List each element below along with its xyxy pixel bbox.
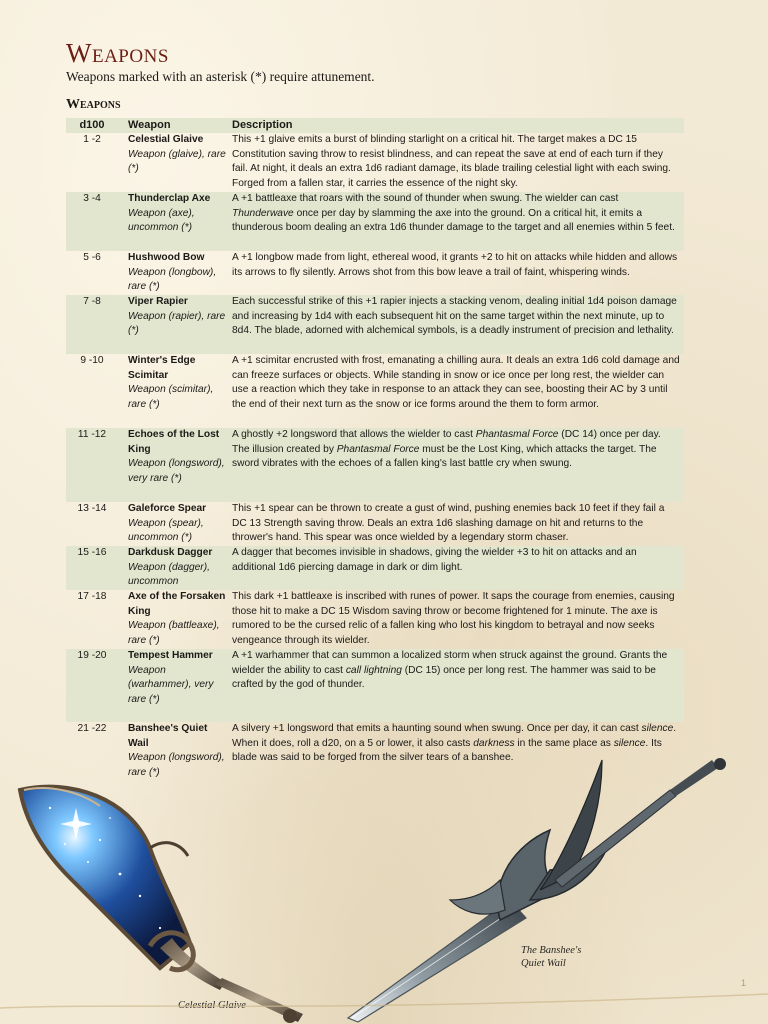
- weapon-name: Banshee's Quiet Wail: [128, 723, 208, 749]
- weapon-cell: [123, 295, 227, 354]
- table-row: [66, 590, 684, 649]
- description-cell: A +1 battleaxe that roars with the sound of thunder when swung. The wielder can cast Thunderwave once per day by slamming the axe into the ground. On a critical hit, it emits a thunderous boom dealing an extra 1d6 thunder damage to the target and all enemies within 5 feet.: [232, 193, 675, 234]
- header-roll: d100: [79, 119, 105, 131]
- weapon-name: Tempest Hammer: [128, 650, 213, 661]
- banshee-sword-illustration: [340, 750, 730, 1024]
- page-number: 1: [740, 978, 746, 988]
- weapon-cell: [123, 192, 227, 251]
- table-row: [66, 251, 684, 295]
- description-cell: A silvery +1 longsword that emits a haunting sound when swung. Once per day, it can cast silence. When it does, roll a d20, on a 5 or lower, it also casts darkness in the same place as silence. Its blade was said to be forged from the silver tears of a banshee.: [232, 723, 677, 764]
- roll-cell: 1 -2: [83, 134, 101, 145]
- weapon-type: Weapon (longsword), rare (*): [128, 752, 225, 778]
- table-body: [66, 133, 684, 782]
- weapon-type: Weapon (longsword), very rare (*): [128, 458, 225, 484]
- weapon-type: Weapon (battleaxe), rare (*): [128, 620, 220, 646]
- weapon-type: Weapon (rapier), rare (*): [128, 310, 226, 337]
- weapon-cell: [123, 722, 227, 782]
- weapon-cell: [123, 251, 227, 295]
- weapon-name: Thunderclap Axe: [128, 193, 211, 204]
- table-row: [66, 649, 684, 722]
- weapon-name: Celestial Glaive: [128, 134, 204, 145]
- roll-cell: 7 -8: [83, 296, 101, 307]
- weapons-table: [66, 118, 684, 782]
- weapon-cell: [123, 133, 227, 192]
- weapon-type: Weapon (spear), uncommon (*): [128, 517, 204, 544]
- roll-cell: 9 -10: [80, 355, 104, 366]
- weapon-name: Winter's Edge Scimitar: [128, 355, 196, 381]
- weapon-name: Axe of the Forsaken King: [128, 591, 226, 617]
- table-row: [66, 428, 684, 502]
- page-subtitle: Weapons marked with an asterisk (*) require attunement.: [66, 69, 375, 84]
- table-row: [66, 502, 684, 546]
- weapon-type: Weapon (axe), uncommon (*): [128, 207, 195, 234]
- roll-cell: 3 -4: [83, 193, 101, 204]
- weapon-name: Viper Rapier: [128, 296, 188, 307]
- description-cell: A +1 scimitar encrusted with frost, emanating a chilling aura. It deals an extra 1d6 cold damage and can freeze surfaces or objects. While standing in snow or ice once per long rest, the wielder can use a reaction which they take in response to an attack they can see, boosting their AC by 3 until the end of their next turn as the snow or ice forms around the them to form armor.: [232, 355, 680, 410]
- footer-ornament: [0, 984, 768, 1024]
- description-cell: This dark +1 battleaxe is inscribed with runes of power. It saps the courage from enemies, causing those hit to make a DC 15 Wisdom saving throw or become frightened for 1 minute. The axe is rumored to be the cursed relic of a fallen king who lost his kingdom to betrayal and now seeks vengeance through its wielder.: [232, 591, 675, 646]
- weapon-type: Weapon (scimitar), rare (*): [128, 384, 214, 410]
- page-title: Weapons: [66, 38, 169, 68]
- table-row: [66, 354, 684, 428]
- description-cell: A ghostly +2 longsword that allows the wielder to cast Phantasmal Force (DC 14) once per day. The illusion created by Phantasmal Force must be the Lost King, which attacks the target. The sword vibrates with the echoes of a fallen king's last battle cry when swung.: [232, 429, 661, 470]
- roll-cell: 11 -12: [77, 429, 107, 440]
- description-cell: A +1 longbow made from light, ethereal wood, it grants +2 to hit on attacks while hidden and allows its arrows to fly silently. Arrows shot from this bow leave a trail of faint, whispering winds.: [232, 252, 678, 278]
- sword-caption-line1: The Banshee's: [521, 945, 582, 956]
- description-cell: This +1 spear can be thrown to create a gust of wind, pushing enemies back 10 feet if they fail a DC 13 Strength saving throw. Deals an extra 1d6 slashing damage on hit and returns to the thrower's hand. This spear was once wielded by a legendary storm chaser.: [232, 503, 665, 544]
- table-header: [66, 118, 684, 133]
- roll-cell: 5 -6: [83, 252, 101, 263]
- description-cell: A dagger that becomes invisible in shadows, giving the wielder +3 to hit on attacks and an additional 1d6 piercing damage in dark or dim light.: [232, 547, 637, 573]
- weapon-cell: [123, 354, 227, 428]
- weapon-name: Hushwood Bow: [128, 252, 205, 263]
- roll-cell: 19 -20: [77, 650, 107, 661]
- table-row: [66, 546, 684, 590]
- roll-cell: 17 -18: [77, 591, 107, 602]
- description-cell: Each successful strike of this +1 rapier injects a stacking venom, dealing initial 1d4 poison damage and increasing by 1d4 with each subsequent hit on the same target within the next minute, up to 8d4. The blade, adorned with alchemical symbols, is a deadly instrument of precision and lethality.: [232, 296, 677, 337]
- weapon-type: Weapon (glaive), rare (*): [128, 148, 226, 175]
- weapon-name: Darkdusk Dagger: [128, 547, 213, 558]
- weapon-cell: [123, 428, 227, 502]
- weapon-cell: [123, 502, 227, 546]
- description-cell: A +1 warhammer that can summon a localized storm when struck against the ground. Grants the wielder the ability to cast call lightning (DC 15) once per long rest. The hammer was said to be crafted by the god of thunder.: [232, 650, 668, 691]
- sword-caption: [521, 944, 581, 970]
- weapon-name: Galeforce Spear: [128, 503, 207, 514]
- table-row: [66, 295, 684, 354]
- weapon-type: Weapon (warhammer), very rare (*): [128, 664, 214, 705]
- glaive-caption: Celestial Glaive: [178, 1000, 246, 1011]
- roll-cell: 21 -22: [77, 723, 107, 734]
- roll-cell: 15 -16: [77, 547, 107, 558]
- weapon-cell: [123, 649, 227, 722]
- weapon-type: Weapon (dagger), uncommon: [128, 561, 210, 588]
- header-description: Description: [232, 119, 293, 131]
- roll-cell: 13 -14: [77, 503, 107, 514]
- table-title: Weapons: [66, 97, 121, 112]
- weapon-name: Echoes of the Lost King: [128, 429, 220, 455]
- sword-caption-line2: Quiet Wail: [521, 958, 566, 969]
- table-row: [66, 192, 684, 251]
- description-cell: This +1 glaive emits a burst of blinding starlight on a critical hit. The target makes a DC 15 Constitution saving throw to resist blindness, and can repeat the save at end of each turn if they fail. At night, it deals an extra 1d6 radiant damage, its blade trailing celestial light with each swing. Forged from a fallen star, it carries the essence of the night sky.: [232, 134, 671, 189]
- header-weapon: Weapon: [128, 119, 171, 131]
- weapon-type: Weapon (longbow), rare (*): [128, 266, 217, 293]
- table-row: [66, 133, 684, 192]
- weapon-cell: [123, 546, 227, 590]
- weapon-cell: [123, 590, 227, 649]
